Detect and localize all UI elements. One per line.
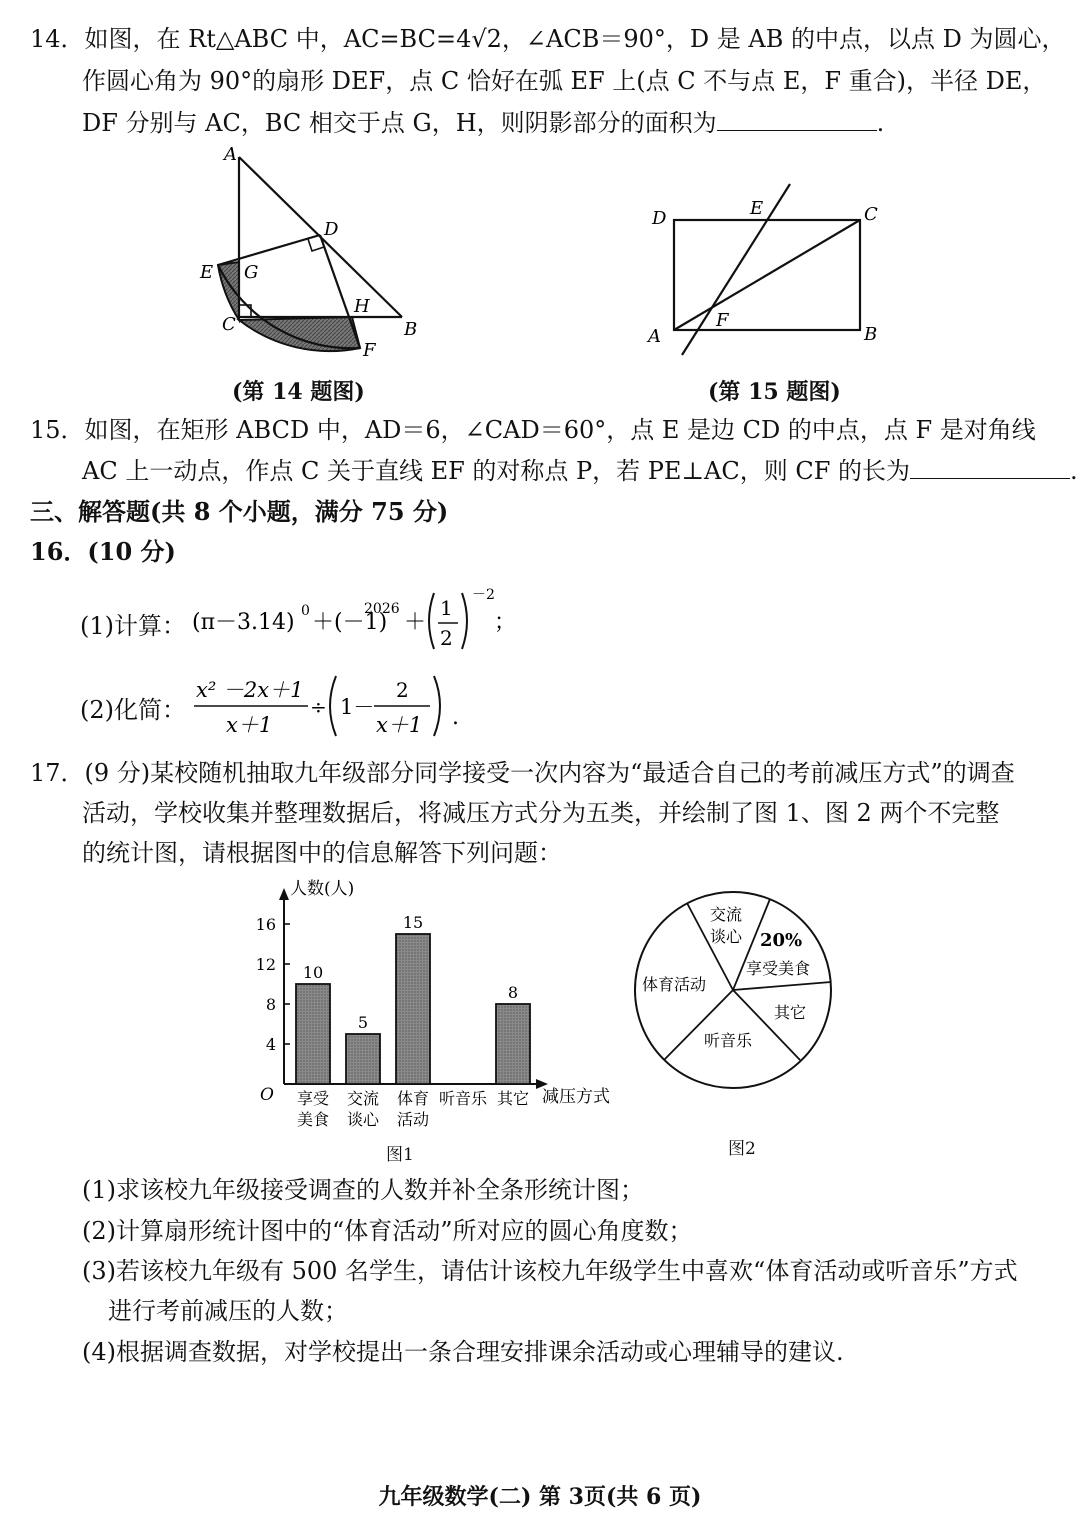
- bar-ylabel: 人数(人): [290, 879, 355, 899]
- q17-line1: 17．(9 分)某校随机抽取九年级部分同学接受一次内容为“最适合自己的考前减压方式”的调查: [30, 759, 1015, 787]
- q14-label-G: G: [244, 262, 259, 283]
- q14-figure: [180, 140, 440, 370]
- bar-ytick-label: 12: [255, 955, 276, 974]
- q17-line2: 活动，学校收集并整理数据后，将减压方式分为五类，并绘制了图 1、图 2 两个不完整: [82, 799, 1000, 827]
- q16-p1-exp0: 0: [301, 603, 310, 619]
- q15-caption: (第 15 题图): [708, 379, 841, 405]
- q14-label-D: D: [324, 219, 339, 240]
- q17-sub3b: 进行考前减压的人数；: [108, 1297, 348, 1325]
- q17-line3: 的统计图，请根据图中的信息解答下列问题：: [82, 839, 562, 867]
- page-footer: 九年级数学(二) 第 3页(共 6 页): [378, 1484, 702, 1510]
- q16-p1-denominator: 2: [440, 626, 453, 650]
- q16-p2-div: ÷: [310, 695, 327, 719]
- q17-sub4: (4)根据调查数据，对学校提出一条合理安排课余活动或心理辅导的建议.: [82, 1338, 844, 1366]
- q16-p1-term-b: ＋(－1): [312, 610, 388, 635]
- bar-category-label: 享受: [296, 1089, 330, 1108]
- q17-bar-chart: [240, 868, 630, 1138]
- bar-ytick-label: 16: [255, 915, 276, 934]
- bar-ytick-label: 4: [265, 1035, 276, 1054]
- q17-sub3a: (3)若该校九年级有 500 名学生，请估计该校九年级学生中喜欢“体育活动或听音乐”方式: [82, 1257, 1018, 1285]
- q14-line2: 作圆心角为 90°的扇形 DEF，点 C 恰好在弧 EF 上(点 C 不与点 E，F 重合)，半径 DE，: [82, 67, 1047, 95]
- q15-label-F: F: [716, 310, 729, 331]
- q16-p2-end: .: [452, 705, 459, 730]
- bar: [396, 934, 430, 1084]
- q15-figure: [640, 180, 900, 360]
- q15-answer-blank: [910, 456, 1070, 479]
- q14-line3: [82, 108, 884, 138]
- q14-line3-text: DF 分别与 AC，BC 相交于点 G，H，则阴影部分的面积为: [82, 109, 717, 137]
- q14-answer-blank: [717, 108, 877, 131]
- bar-value-label: 15: [402, 913, 424, 932]
- pie-label-jiaoliu-2: 谈心: [710, 927, 743, 946]
- q15-line1: 15．如图，在矩形 ABCD 中，AD＝6，∠CAD＝60°，点 E 是边 CD 的中点，点 F 是对角线: [30, 416, 1036, 444]
- q14-shade-lower: [239, 317, 360, 351]
- q17-sub2: (2)计算扇形统计图中的“体育活动”所对应的圆心角度数；: [82, 1217, 693, 1245]
- bar-origin: O: [260, 1085, 274, 1105]
- q15-end: .: [1070, 457, 1078, 485]
- bar-value-label: 8: [507, 983, 519, 1002]
- bar-category-label: 体育: [396, 1089, 430, 1108]
- q16-heading: 16．(10 分): [30, 537, 176, 566]
- bar-category-label: 谈心: [346, 1110, 380, 1129]
- q16-p2-numerator: x² －2x＋1: [196, 678, 304, 702]
- bar-xlabel: 减压方式: [542, 1087, 610, 1107]
- q16-part1-label: (1)计算：: [80, 612, 186, 640]
- q15-label-C: C: [864, 204, 878, 225]
- bar-category-label: 听音乐: [438, 1089, 488, 1108]
- q14-label-E: E: [200, 262, 214, 283]
- q16-p2-one: 1－: [340, 695, 375, 719]
- q16-p2-denominator2: x＋1: [376, 713, 423, 737]
- q17-pie-chart: [628, 890, 838, 1100]
- q16-part2-expression: [190, 670, 470, 742]
- q16-part1-expression: [188, 585, 518, 657]
- bar-value-label: 5: [357, 1013, 369, 1032]
- bar: [496, 1004, 530, 1084]
- pie-label-sport: 体育活动: [642, 975, 707, 994]
- q14-label-H: H: [354, 296, 370, 317]
- q16-p1-numerator: 1: [440, 596, 453, 620]
- q17-fig2-caption: 图2: [728, 1139, 756, 1159]
- q15-label-D: D: [652, 208, 667, 229]
- q14-label-C: C: [222, 314, 236, 335]
- q16-p2-numerator2: 2: [396, 678, 409, 702]
- bar-category-label: 其它: [496, 1089, 530, 1108]
- q14-end: .: [876, 109, 885, 137]
- q15-line2: [82, 456, 1078, 486]
- q15-line2-text: AC 上一动点，作点 C 关于直线 EF 的对称点 P，若 PE⊥AC，则 CF 的长为: [82, 457, 910, 485]
- bar-ytick-label: 8: [265, 995, 276, 1014]
- q16-p2-denominator: x＋1: [226, 713, 273, 737]
- pie-label-jiaoliu-1: 交流: [710, 905, 743, 924]
- q17-fig1-caption: 图1: [386, 1145, 414, 1165]
- q14-caption: (第 14 题图): [232, 379, 365, 405]
- q16-p1-plus: ＋: [404, 610, 427, 635]
- q16-p1-expneg2: －2: [472, 587, 495, 603]
- q14-label-B: B: [404, 319, 418, 340]
- q16-part2-label: (2)化简：: [80, 696, 186, 724]
- bar: [346, 1034, 380, 1084]
- q15-label-B: B: [864, 324, 878, 345]
- bar: [296, 984, 330, 1084]
- pie-label-qita: 其它: [774, 1003, 807, 1022]
- q15-label-E: E: [750, 198, 764, 219]
- q16-p1-end: ；: [494, 610, 517, 635]
- bar-value-label: 10: [302, 963, 324, 982]
- q17-sub1: (1)求该校九年级接受调查的人数并补全条形统计图；: [82, 1176, 644, 1204]
- pie-label-percent: 20%: [760, 930, 803, 951]
- pie-label-music: 听音乐: [704, 1031, 753, 1050]
- q15-label-A: A: [648, 326, 661, 347]
- bar-category-label: 美食: [296, 1110, 330, 1129]
- section3-heading: 三、解答题(共 8 个小题，满分 75 分): [30, 497, 449, 526]
- q14-label-F: F: [363, 340, 376, 361]
- bar-category-label: 活动: [396, 1110, 430, 1129]
- q16-p1-exp2026: 2026: [364, 601, 400, 617]
- bar-y-arrow: [279, 888, 289, 900]
- bar-category-label: 交流: [346, 1089, 380, 1108]
- q14-label-A: A: [224, 144, 237, 165]
- q14-line1: 14．如图，在 Rt△ABC 中，AC=BC=4√2，∠ACB＝90°，D 是 AB 的中点，以点 D 为圆心，: [30, 25, 1066, 53]
- pie-label-meishi: 享受美食: [746, 959, 811, 978]
- q16-p1-term-a: (π－3.14): [192, 610, 295, 635]
